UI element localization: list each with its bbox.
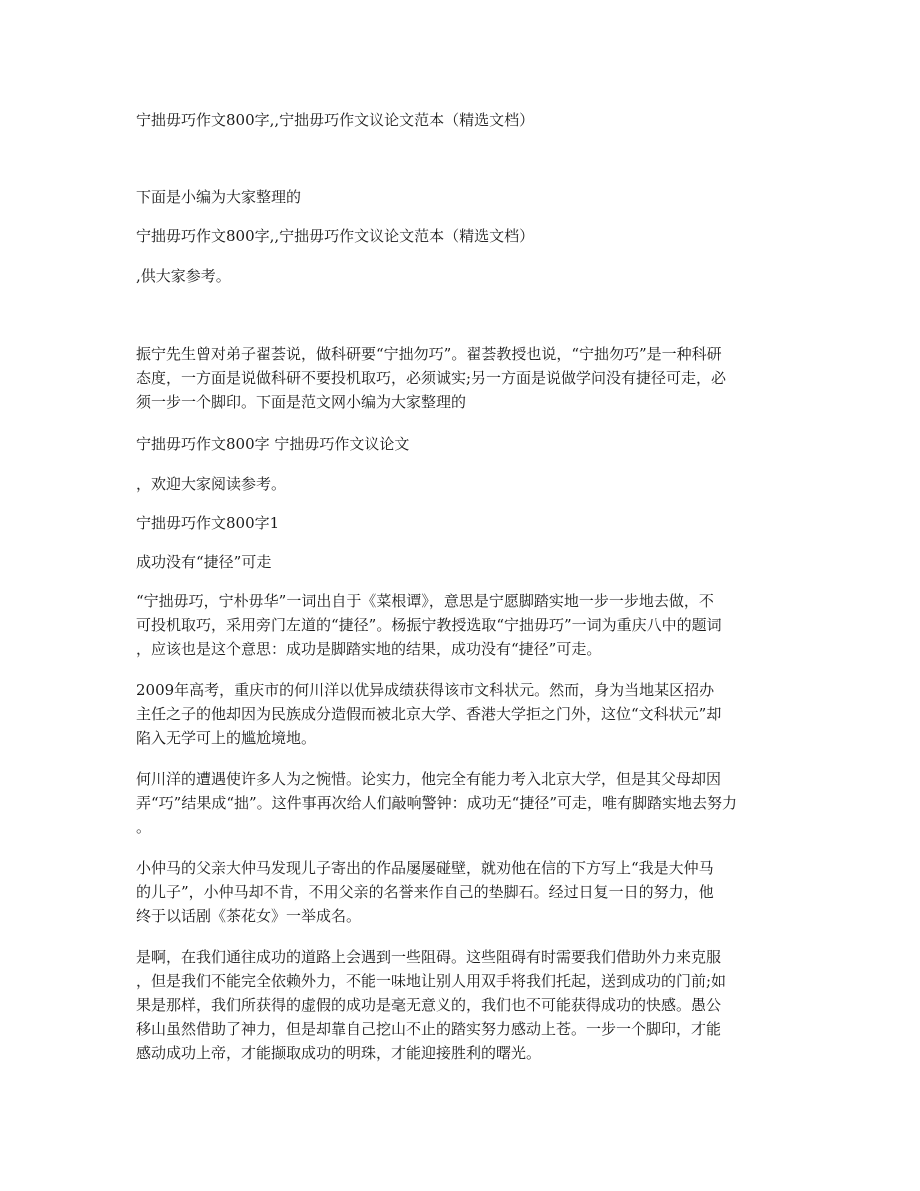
paragraph-4 (136, 767, 786, 839)
essay-title: 成功没有“捷径”可走 (136, 553, 272, 571)
paragraph-6-line: 移山虽然借助了神力，但是却靠自己挖山不止的踏实努力感动上苍。一步一个脚印，才能 (136, 1020, 722, 1038)
paragraph-3-line: 陷入无学可上的尴尬境地。 (136, 729, 317, 747)
paragraph-3-line: 主任之子的他却因为民族成分造假而被北京大学、香港大学拒之门外，这位“文科状元”却 (136, 705, 722, 723)
paragraph-6-line: 感动成功上帝，才能撷取成功的明珠，才能迎接胜利的曙光。 (136, 1044, 542, 1062)
intro-line-1: 下面是小编为大家整理的 (136, 188, 302, 206)
intro-line-3: ,供大家参考。 (136, 267, 231, 285)
paragraph-6 (136, 945, 786, 1065)
paragraph-5-line: 小仲马的父亲大仲马发现儿子寄出的作品屡屡碰壁，就劝他在信的下方写上“我是大仲马 (136, 859, 714, 877)
paragraph-2 (136, 589, 786, 661)
paragraph-6-line: 是啊，在我们通往成功的道路上会遇到一些阻碍。这些阻碍有时需要我们借助外力来克服 (136, 948, 722, 966)
paragraph-4-line: 。 (136, 818, 152, 836)
paragraph-1-line: 态度，一方面是说做科研不要投机取巧，必须诚实;另一方面是说做学问没有捷径可走，必 (136, 369, 727, 387)
paragraph-4-line: 弄“巧”结果成“拙”。这件事再次给人们敲响警钟：成功无“捷径”可走，唯有脚踏实地去努力 (136, 794, 738, 812)
paragraph-2-line: ，应该也是这个意思：成功是脚踏实地的结果，成功没有“捷径”可走。 (136, 640, 602, 658)
paragraph-3-line: 2009年高考，重庆市的何川洋以优异成绩获得该市文科状元。然而，身为当地某区招办 (136, 681, 715, 699)
welcome-line: ，欢迎大家阅读参考。 (136, 475, 287, 493)
paragraph-3 (136, 678, 786, 750)
paragraph-6-line: ，但是我们不能完全依赖外力，不能一味地让别人用双手将我们托起，送到成功的门前;如 (136, 972, 727, 990)
paragraph-1-line: 振宁先生曾对弟子翟荟说，做科研要“宁拙勿巧”。翟荟教授也说，“宁拙勿巧”是一种科研 (136, 345, 722, 363)
paragraph-5-line: 的儿子”，小仲马却不肯，不用父亲的名誉来作自己的垫脚石。经过日复一日的努力，他 (136, 883, 714, 901)
paragraph-5 (136, 856, 786, 928)
paragraph-1 (136, 342, 786, 414)
intro-line-2: 宁拙毋巧作文800字,,宁拙毋巧作文议论文范本（精选文档） (136, 227, 535, 245)
paragraph-6-line: 果是那样，我们所获得的虚假的成功是毫无意义的，我们也不可能获得成功的快感。愚公 (136, 996, 722, 1014)
paragraph-4-line: 何川洋的遭遇使许多人为之惋惜。论实力，他完全有能力考入北京大学，但是其父母却因 (136, 770, 722, 788)
paragraph-2-line: 可投机取巧，采用旁门左道的“捷径”。杨振宁教授选取“宁拙毋巧”一词为重庆八中的题词 (136, 616, 722, 634)
paragraph-5-line: 终于以话剧《茶花女》一举成名。 (136, 907, 362, 925)
paragraph-2-line: “宁拙毋巧，宁朴毋华”一词出自于《菜根谭》，意思是宁愿脚踏实地一步一步地去做，不 (136, 592, 714, 610)
paragraph-1-line: 须一步一个脚印。下面是范文网小编为大家整理的 (136, 393, 467, 411)
subtitle: 宁拙毋巧作文800字 宁拙毋巧作文议论文 (136, 435, 410, 453)
essay-heading: 宁拙毋巧作文800字1 (136, 514, 280, 532)
document-title: 宁拙毋巧作文800字,,宁拙毋巧作文议论文范本（精选文档） (136, 111, 535, 129)
